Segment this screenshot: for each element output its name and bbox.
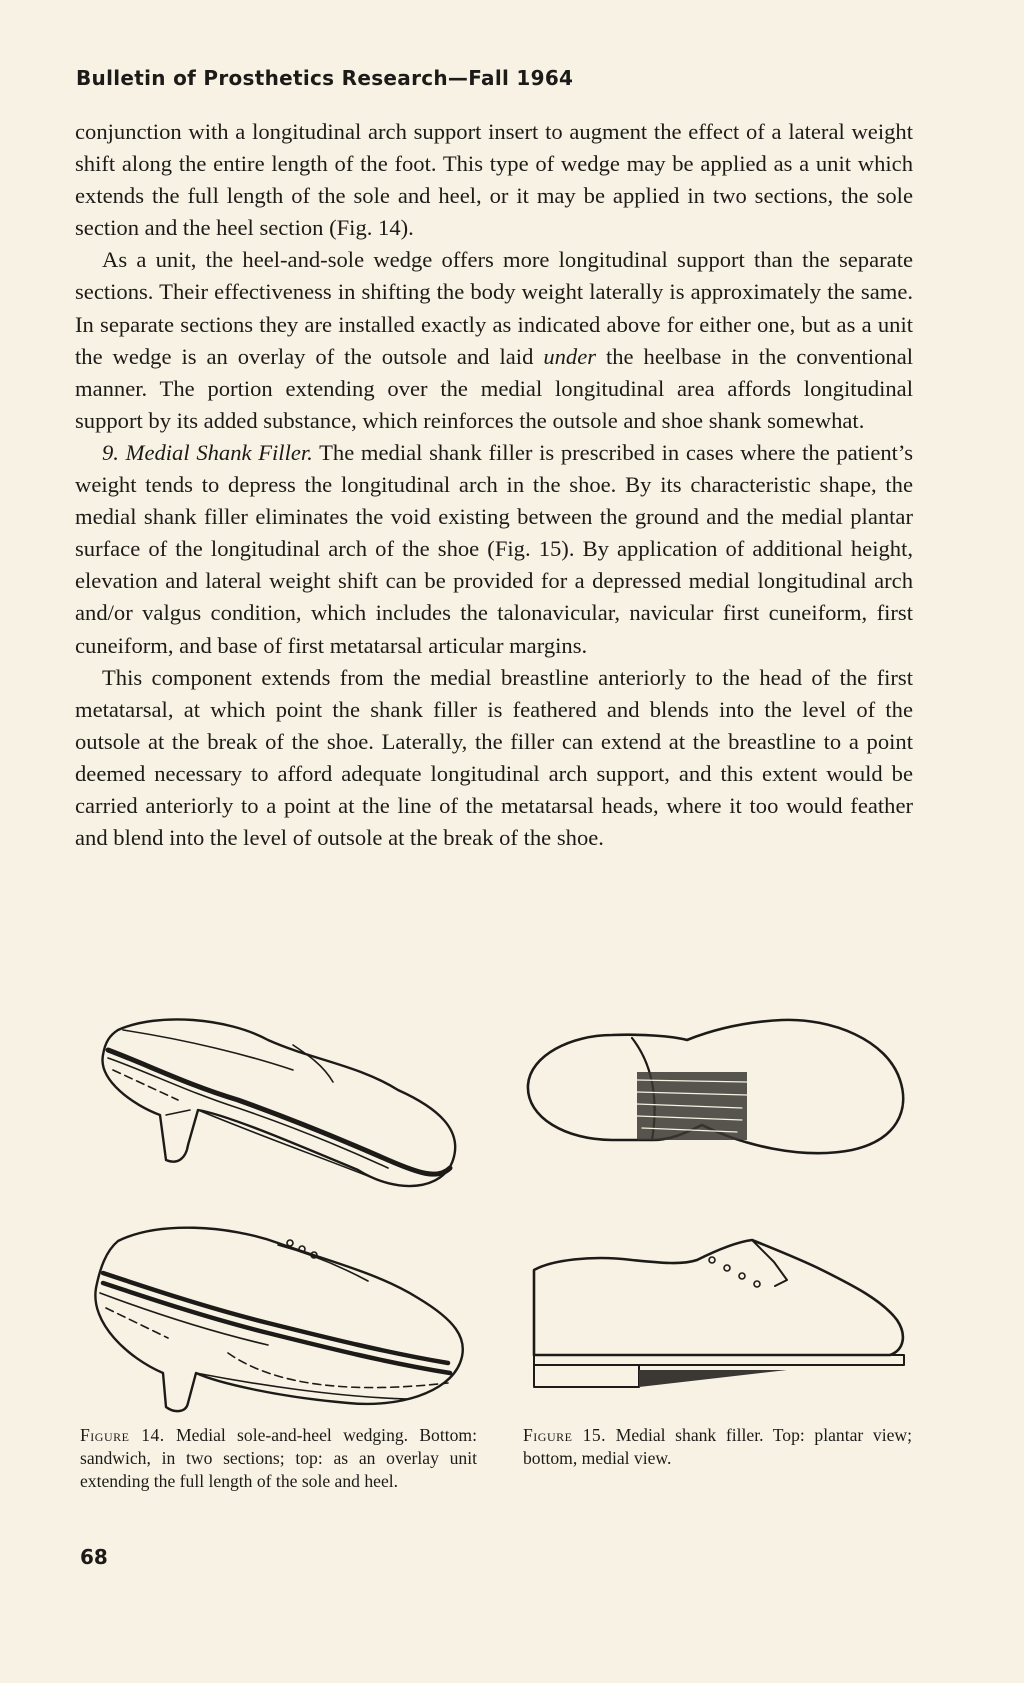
figure-14-bottom-shoe-illustration [78,1213,473,1413]
figure-15-bottom-medial-view-illustration [512,1230,916,1390]
paragraph-3 [75,437,913,662]
section-heading-medial-shank-filler: 9. Medial Shank Filler. [102,439,313,465]
figure-15-caption [523,1424,912,1470]
paragraph-2 [75,244,913,437]
figure-14-label: Figure 14. [80,1425,165,1445]
running-head: Bulletin of Prosthetics Research—Fall 1964 [76,66,574,90]
figure-14-top-shoe-illustration [78,1010,473,1210]
emphasis-under: under [543,343,597,369]
figure-15-caption-text: Medial shank filler. Top: plantar view; bottom, medial view. [523,1425,912,1468]
paragraph-4: This component extends from the medial breastline anteriorly to the head of the first metatarsal, at which point the shank filler is feathered and blends into the level of the outsole at the break of the shoe. Laterally, the filler can extend at the breastline to a point deemed necessary to afford adequate longitudinal arch support, and this extent would be carried anteriorly to a point at the line of the metatarsal heads, where it too would feather and blend into the level of outsole at the break of the shoe. [75,664,913,851]
figure-14-caption-text: Medial sole-and-heel wedging. Bottom: sandwich, in two sections; top: as an overlay unit extending the full length of the sole and heel. [80,1425,477,1491]
paragraph-2-part-a: As a unit, the heel-and-sole wedge offers more longitudinal support than the separate sections. Their effectiveness in shifting the body weight laterally is approximately the same. In separate sections they are installed exactly as indicated above for either one, but as a unit the wedge is an overlay of the outsole and laid [75,247,913,369]
figure-15-top-plantar-view-illustration [512,1000,916,1175]
paragraph-1: conjunction with a longitudinal arch support insert to augment the effect of a lateral weight shift along the entire length of the foot. This type of wedge may be applied as a unit which extends the full length of the sole and heel, or it may be applied in two sections, the sole section and the heel section (Fig. 14). [75,119,913,241]
paragraph-3-body: The medial shank filler is prescribed in cases where the patient’s weight tends to depress the longitudinal arch in the shoe. By its characteristic shape, the medial shank filler eliminates the void existing between the ground and the medial plantar surface of the longitudinal arch of the shoe (Fig. 15). By application of additional height, elevation and lateral weight shift can be provided for a depressed medial longitudinal arch and/or valgus condition, which includes the talonavicular, navicular first cuneiform, first cuneiform, and base of first metatarsal articular margins. [75,439,913,658]
figure-14-caption [80,1424,477,1493]
body-text [75,116,913,854]
paragraph-2-part-b: the heelbase in the conventional manner. The portion extending over the medial longitudinal area affords longitudinal support by its added substance, which reinforces the outsole and shoe shank somewhat. [75,343,914,433]
page-number: 68 [80,1545,108,1569]
figure-15-label: Figure 15. [523,1425,607,1445]
